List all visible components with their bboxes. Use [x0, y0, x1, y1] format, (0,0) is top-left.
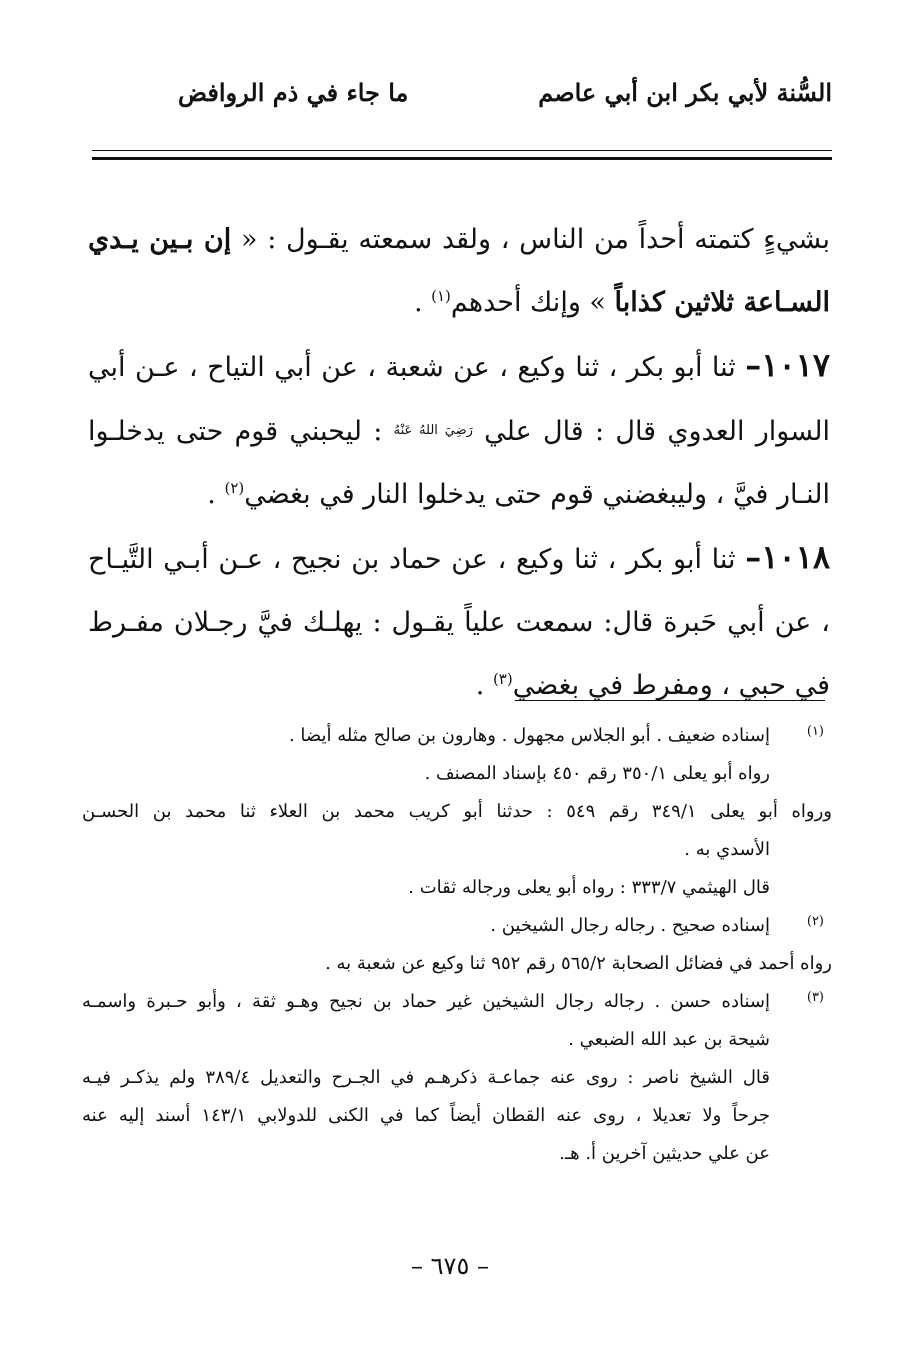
text-span: . — [475, 670, 493, 701]
footnote-line: قال الهيثمي ٣٣٣/٧ : رواه أبو يعلى ورجاله ثقات . — [408, 877, 770, 898]
footnote-line: ورواه أبو يعلى ٣٤٩/١ رقم ٥٤٩ : حدثنا أبو كريب محمد بن العلاء ثنا محمد بن الحسـن — [82, 801, 833, 822]
footnote-body — [82, 907, 770, 945]
footnote-line: رواه أحمد في فضائل الصحابة ٥٦٥/٢ رقم ٩٥٢ ثنا وكيع عن شعبة به . — [325, 953, 832, 974]
running-header-chapter-title: ما جاء في ذم الروافض — [178, 78, 409, 107]
footnote-marker: (٣) — [806, 990, 824, 1005]
footnote-marker: (٢) — [806, 914, 824, 929]
text-span: ثنا أبو بكر ، ثنا وكيع ، عن شعبة ، عن أبي التياح ، عـن أبي السوار العدوي قال : قال علي — [88, 352, 831, 447]
hadith-1017 — [88, 334, 830, 526]
footnotes — [82, 717, 832, 1173]
footnote-line: رواه أبو يعلى ٣٥٠/١ رقم ٤٥٠ بإسناد المصنف . — [424, 763, 770, 784]
footnote-body — [82, 983, 770, 1173]
footnote-line: إسناده صحيح . رجاله رجال الشيخين . — [490, 915, 770, 936]
text-span: . — [207, 479, 225, 510]
footnote-line: عن علي حديثين آخرين أ. هـ. — [559, 1143, 770, 1164]
footnote-body — [82, 717, 770, 793]
footnote-marker: (١) — [806, 724, 824, 739]
footnote-1 — [82, 717, 832, 793]
text-span: . — [413, 287, 432, 318]
hadith-number-1018: ١٠١٨– — [745, 538, 830, 576]
hadith-1018 — [88, 526, 830, 717]
continued-paragraph — [88, 208, 830, 334]
hadith-quote: إن بـين يـدي السـاعة ثلاثين كذاباً — [88, 224, 830, 318]
text-span: : ليحبني قوم حتى يدخلـوا النـار فيَّ ، وليبغضني قوم حتى يدخلوا النار في بغضي — [88, 416, 830, 510]
footnote-indent — [770, 831, 832, 907]
footnote-ref-2: (٢) — [224, 479, 245, 497]
footnote-ref-3: (٣) — [492, 670, 513, 688]
footnote-line: قال الشيخ ناصر : روى عنه جماعـة ذكرهـم في الجـرح والتعديل ٣٨٩/٤ ولم يذكـر فيـه — [82, 1067, 771, 1088]
footnote-line: جرحاً ولا تعديلا ، روى عنه القطان أيضاً كما في الكنى للدولابي ١٤٣/١ أسند إليه عنه — [82, 1105, 770, 1126]
running-header-book-title: السُّنة لأبي بكر ابن أبي عاصم — [538, 78, 832, 107]
text-span: ثنا أبو بكر ، ثنا وكيع ، عن حماد بن نجيح ، عـن أبـي التَّيـاح ، عن أبي حَبرة قال: سمعت علياً يقـول : يهلـك فيَّ رجـلان مفـرط في حبي ، ومفرط في بغضي — [88, 544, 830, 701]
footnote-2 — [82, 907, 832, 945]
footnote-line: إسناده حسن . رجاله رجال الشيخين غير حماد بن نجيح وهـو ثقة ، وأبو حـبرة واسمـه — [82, 991, 770, 1012]
footnote-3 — [82, 983, 832, 1173]
header-rule-thin — [92, 150, 832, 151]
footnote-ref-1: (١) — [431, 287, 451, 305]
footnote-continuation — [82, 831, 832, 907]
header-rule-thick — [92, 157, 832, 160]
footnote-separator — [515, 700, 825, 701]
hadith-number-1017: ١٠١٧– — [745, 346, 830, 384]
text-span: بشيءٍ كتمته أحداً من الناس ، ولقد سمعته يقـول : « — [231, 224, 830, 255]
footnote-body — [82, 831, 770, 907]
footnote-line: إسناده ضعيف . أبو الجلاس مجهول . وهارون بن صالح مثله أيضا . — [288, 725, 770, 746]
page-number: – ٦٧٥ – — [411, 1252, 489, 1280]
text-span: » وإنك أحدهم — [450, 287, 615, 318]
footnote-line: شيحة بن عبد الله الضبعي . — [568, 1029, 770, 1050]
footnote-line: الأسدي به . — [684, 839, 770, 860]
main-text — [88, 208, 830, 717]
honorific-glyph: رَضِيَ اللهُ عَنْهُ — [393, 423, 473, 438]
